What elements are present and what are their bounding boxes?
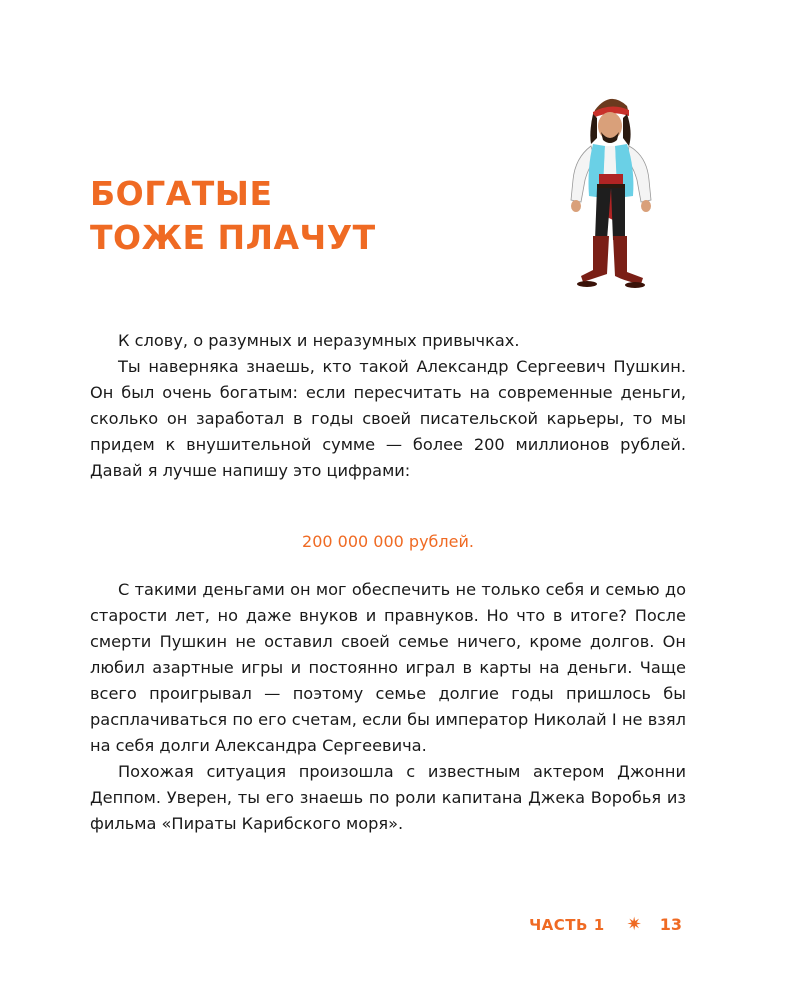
- paragraph: С такими деньгами он мог обеспечить не только себя и семью до старости лет, но даже внуков и правнуков. Но что в итоге? После смерти Пушкин не оставил своей семье ничего, кроме долгов. Он любил азартные игры и постоянно играл в карты на деньги. Чаще всего проигрывал — поэтому семье долгие годы пришлось бы расплачиваться по его счетам, если бы император Николай I не взял на себя долги Александра Сергеевича.: [90, 580, 686, 755]
- pirate-illustration: [555, 88, 665, 293]
- text-block-2: [90, 577, 686, 837]
- page-number: 13: [659, 915, 682, 934]
- title-line-2: ТОЖЕ ПЛАЧУТ: [90, 218, 376, 257]
- highlighted-amount: 200 000 000 рублей.: [302, 532, 474, 551]
- title-line-1: БОГАТЫЕ: [90, 174, 273, 213]
- chapter-title: [90, 172, 376, 260]
- text-block-1: [90, 328, 686, 484]
- page-footer: [529, 915, 682, 934]
- chapter-label: ЧАСТЬ 1: [529, 915, 605, 934]
- paragraph: Похожая ситуация произошла с известным актером Джонни Деппом. Уверен, ты его знаешь по роли капитана Джека Воробья из фильма «Пираты Карибского моря».: [90, 762, 686, 833]
- paragraph: Ты наверняка знаешь, кто такой Александр Сергеевич Пушкин. Он был очень богатым: если пересчитать на современные деньги, сколько он заработал в годы своей писательской карьеры, то мы придем к внушительной сумме — более 200 миллионов рублей. Давай я лучше напишу это цифрами:: [90, 357, 686, 480]
- asterisk-icon: ✷: [626, 913, 642, 935]
- paragraph: К слову, о разумных и неразумных привычках.: [118, 331, 520, 350]
